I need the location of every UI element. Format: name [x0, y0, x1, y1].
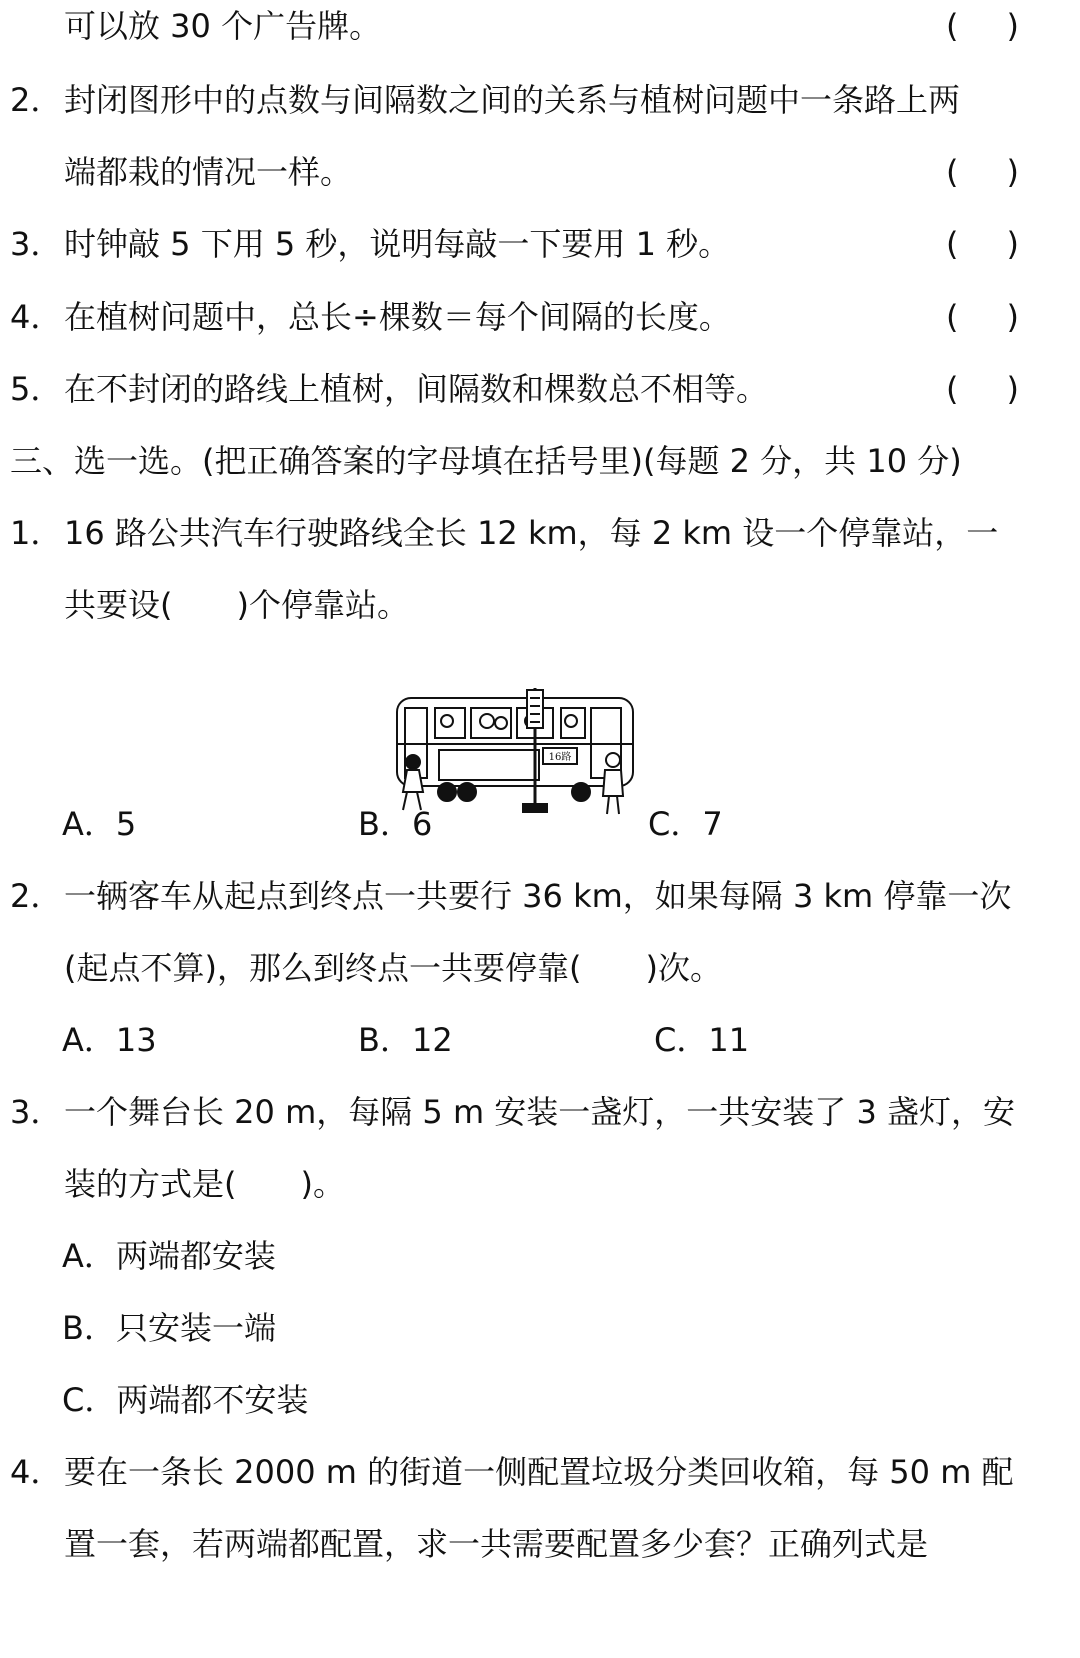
- route-sign-label: 16路: [548, 752, 572, 763]
- option-c[interactable]: C．7: [648, 805, 723, 843]
- option-a[interactable]: A．两端都安装: [62, 1237, 276, 1275]
- option-a[interactable]: A．13: [62, 1021, 157, 1059]
- bus-window: [435, 708, 465, 738]
- option-c[interactable]: C．11: [654, 1021, 750, 1059]
- option-b[interactable]: B．6: [358, 805, 433, 843]
- option-b[interactable]: B．12: [358, 1021, 453, 1059]
- option-c[interactable]: C．两端都不安装: [62, 1381, 309, 1419]
- bus-window: [471, 708, 511, 738]
- answer-bracket[interactable]: (): [946, 370, 1067, 408]
- bus-illustration: [385, 688, 645, 820]
- bus-body: [397, 698, 633, 786]
- answer-bracket[interactable]: (): [946, 153, 1067, 191]
- answer-bracket[interactable]: (): [946, 298, 1067, 336]
- answer-bracket[interactable]: (): [946, 225, 1067, 263]
- option-b[interactable]: B．只安装一端: [62, 1309, 276, 1347]
- answer-bracket[interactable]: (): [946, 7, 1067, 45]
- option-a[interactable]: A．5: [62, 805, 137, 843]
